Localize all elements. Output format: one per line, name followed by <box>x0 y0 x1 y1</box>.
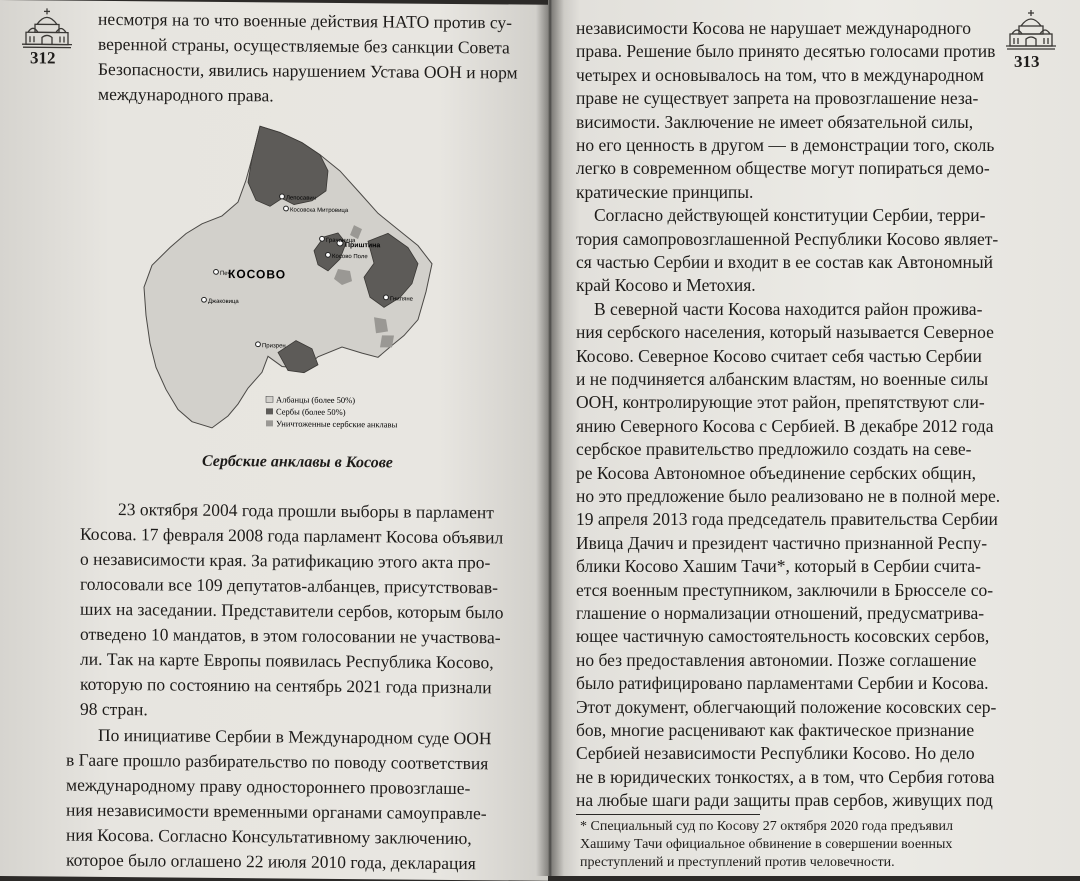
legend-item: Албанцы (более 50%) <box>276 394 356 406</box>
footnote-line: Хашиму Тачи официальное обвинение в совершении военных <box>580 836 953 852</box>
text-line: ООН, контролирующие этот район, препятствуют сли- <box>576 392 985 413</box>
page-number: 312 <box>30 48 56 68</box>
map-title: КОСОВО <box>228 266 287 282</box>
place-label: Джаковица <box>208 298 239 306</box>
text-line: ли. Так на карте Европы появилась Республика Косово, <box>80 648 494 673</box>
text-line: независимости Косова не нарушает международного <box>576 18 972 38</box>
text-line: 23 октября 2004 года прошли выборы в парламент <box>118 499 494 523</box>
destroyed-enclave <box>380 335 394 347</box>
text-line: висимости. Заключение не имеет обязательной силы, <box>576 111 974 132</box>
text-line: голосовали все 109 депутатов-албанцев, присутствовав- <box>80 573 498 598</box>
text-line: бов, многие расценивают как фактическое признание <box>576 720 975 740</box>
right-page <box>548 0 1080 876</box>
text-line: ющее частичную самостоятельность косовских сербов, <box>576 626 990 647</box>
text-line: ется военным преступником, заключили в Брюсселе со- <box>576 579 994 600</box>
text-line: отведено 10 мандатов, в этом голосовании не участвова- <box>80 623 501 648</box>
text-line: о независимости края. За ратификацию этого акта про- <box>80 548 491 573</box>
text-line: Безопасности, явились нарушением Устава ООН и норм <box>98 58 518 83</box>
destroyed-enclave <box>374 317 388 333</box>
text-line: которое было оглашено 22 июля 2010 года, декларация <box>66 849 476 874</box>
church-ornament-icon <box>1004 8 1058 50</box>
text-line: в Гааге прошло разбирательство по поводу соответствия <box>66 749 489 774</box>
text-line: четырех и основывалось на том, что в международном <box>576 64 984 85</box>
text-line: тория самопровозглашенной Республики Косово являет- <box>576 228 999 249</box>
text-line: ния Косова. Согласно Консультативному заключению, <box>66 824 472 849</box>
map-caption: Сербские анклавы в Косове <box>202 452 393 472</box>
text-line: не в юридических тонкостях, а в том, что Сербия готова <box>576 766 995 787</box>
text-line: сербское правительство предложило создать на севе- <box>576 439 972 460</box>
place-label: Гниляне <box>390 296 413 303</box>
text-line: Этот документ, облегчающий положение косовских сер- <box>576 696 997 717</box>
church-ornament-icon <box>20 6 74 48</box>
place-label: Призрен <box>262 343 286 350</box>
legend-item: Уничтоженные сербские анклавы <box>276 418 398 430</box>
place-label: Косовска Митровица <box>290 207 349 215</box>
text-line: глашение о нормализации отношений, предусматрива- <box>576 603 985 623</box>
text-line: легко в современном обществе могут попираться демо- <box>576 158 990 179</box>
kosovo-map <box>142 119 442 442</box>
text-line: веренной страны, осуществляемые без санкции Совета <box>98 33 510 58</box>
text-line: международному праву одностороннего провозглаше- <box>66 774 471 799</box>
text-line: на любые шаги ради защиты прав сербов, живущих под <box>576 790 993 811</box>
text-line: ре Косова Автономное объединение сербских общин, <box>576 462 977 483</box>
footnote-line: преступлений и преступлений против человечности. <box>580 854 895 870</box>
text-line: Согласно действующей конституции Сербии, терри- <box>594 205 986 226</box>
text-line: права. Решение было принято десятью голосами против <box>576 41 996 62</box>
text-line: но без предоставления автономии. Позже соглашение <box>576 649 977 670</box>
legend-item: Сербы (более 50%) <box>276 406 346 418</box>
text-line: но его ценность в другом — в демонстрации того, сколь <box>576 135 995 155</box>
text-line: янию Северного Косова с Сербией. В декабре 2012 года <box>576 415 994 436</box>
text-line: Косово. Северное Косово считает себя частью Сербии <box>576 345 982 366</box>
place-label: Грачаница <box>326 237 356 245</box>
text-line: которую по состоянию на сентябрь 2021 года признали <box>80 673 492 698</box>
text-line: несмотря на то что военные действия НАТО против су- <box>98 8 512 33</box>
text-line: и не подчиняется албанским властям, но военные силы <box>576 369 989 389</box>
book-gutter <box>536 0 564 876</box>
text-line: край Косово и Метохия. <box>576 275 756 296</box>
text-line: ния сербского населения, который называется Северное <box>576 322 994 343</box>
text-line: кратические принципы. <box>576 181 754 202</box>
text-line: ся частью Сербии и входит в ее состав как Автономный <box>576 252 994 272</box>
page-number: 313 <box>1014 52 1040 71</box>
text-line: ших на заседании. Представители сербов, которым было <box>80 598 504 623</box>
text-line: Сербией независимости Республики Косово. Но дело <box>576 743 975 764</box>
text-line: Ивица Дачич и президент частично признанной Респу- <box>576 532 988 553</box>
text-line: международного права. <box>98 83 274 106</box>
place-label: Лепосавич <box>286 195 316 202</box>
place-label: Приштина <box>345 242 381 250</box>
text-line: Косова. 17 февраля 2008 года парламент Косова объявил <box>80 523 504 548</box>
place-label: Косово Поле <box>332 253 368 261</box>
footnote-rule <box>576 814 760 815</box>
text-line: 98 стран. <box>80 698 148 720</box>
text-line: было ратифицировано парламентами Сербии и Косова. <box>576 673 989 694</box>
text-line: блики Косово Хашим Тачи*, который в Сербии счита- <box>576 556 981 577</box>
text-line: праве не существует запрета на провозглашение неза- <box>576 88 979 109</box>
text-line: ния независимости временными органами самоуправле- <box>66 799 487 824</box>
text-line: По инициативе Сербии в Международном суде ООН <box>98 724 492 749</box>
place-label: Печ <box>220 270 231 278</box>
text-line: 19 апреля 2013 года председатель правительства Сербии <box>576 509 998 530</box>
text-line: но это предложение было реализовано не в полной мере. <box>576 486 1001 506</box>
footnote-line: * Специальный суд по Косову 27 октября 2020 года предъявил <box>580 818 954 834</box>
text-line: В северной части Косова находится район прожива- <box>594 298 983 319</box>
